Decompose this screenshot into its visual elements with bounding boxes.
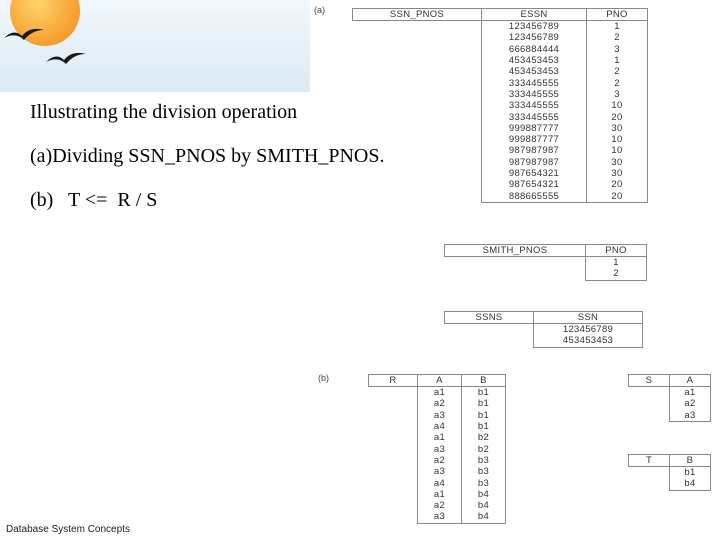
table-row [369, 477, 506, 488]
table-row [353, 123, 648, 134]
table-row [369, 432, 506, 443]
table-row [353, 77, 648, 88]
table-cell: 20 [587, 111, 648, 122]
ssns-table [444, 311, 643, 348]
blank-cell [629, 398, 670, 409]
table-row [369, 387, 506, 399]
table-row [353, 55, 648, 66]
table-row [353, 89, 648, 100]
footer-text: Database System Concepts [6, 524, 130, 535]
table-cell: b1 [670, 467, 711, 479]
table-row [369, 455, 506, 466]
table-cell: b4 [670, 478, 711, 490]
table-row [353, 168, 648, 179]
s-table [628, 374, 711, 422]
table-row [629, 467, 711, 479]
table-row [369, 398, 506, 409]
blank-cell [369, 398, 418, 409]
table-cell: 2 [586, 268, 647, 280]
table-row [353, 21, 648, 33]
table-cell: 333445555 [482, 89, 587, 100]
header-banner [0, 0, 310, 92]
table-cell: b4 [462, 500, 506, 511]
table-cell: 20 [587, 179, 648, 190]
table-cell: 10 [587, 100, 648, 111]
table-cell: 987654321 [482, 168, 587, 179]
table-cell: 30 [587, 168, 648, 179]
figure-label-a: (a) [314, 5, 325, 15]
table-cell: a1 [670, 387, 711, 399]
table-cell: 999887777 [482, 123, 587, 134]
blank-cell [369, 410, 418, 421]
table-cell: 333445555 [482, 100, 587, 111]
table-cell: 30 [587, 157, 648, 168]
table-cell: 1 [586, 257, 647, 269]
table-row [369, 410, 506, 421]
table-row [445, 335, 643, 347]
ssn-pnos-table [352, 8, 648, 203]
table-cell: 123456789 [534, 324, 643, 336]
blank-cell [369, 500, 418, 511]
blank-cell [353, 111, 482, 122]
column-header: SSN [534, 312, 643, 324]
blank-cell [369, 511, 418, 523]
bird-icon [44, 46, 88, 68]
relation-name: SSN_PNOS [353, 9, 482, 21]
table-cell: b1 [462, 387, 506, 399]
table-row [629, 398, 711, 409]
table-cell: b1 [462, 410, 506, 421]
table-cell: a2 [418, 455, 462, 466]
table-cell: 3 [587, 89, 648, 100]
table-row [353, 179, 648, 190]
slide-line-2: (a)Dividing SSN_PNOS by SMITH_PNOS. [30, 145, 385, 167]
table-row [369, 421, 506, 432]
blank-cell [353, 168, 482, 179]
table-cell: 30 [587, 123, 648, 134]
column-header: B [462, 375, 506, 387]
table-cell: 123456789 [482, 21, 587, 33]
table-cell: a1 [418, 387, 462, 399]
blank-cell [629, 387, 670, 399]
blank-cell [629, 467, 670, 479]
table-cell: a3 [418, 410, 462, 421]
blank-cell [369, 387, 418, 399]
table-cell: 987987987 [482, 145, 587, 156]
table-cell: a1 [418, 489, 462, 500]
table-cell: a1 [418, 432, 462, 443]
table-cell: a4 [418, 477, 462, 488]
table-cell: b2 [462, 432, 506, 443]
table-cell: a4 [418, 421, 462, 432]
blank-cell [445, 324, 534, 336]
blank-cell [353, 157, 482, 168]
blank-cell [369, 455, 418, 466]
column-header: B [670, 455, 711, 467]
table-row [369, 443, 506, 454]
table-cell: 453453453 [534, 335, 643, 347]
blank-cell [353, 21, 482, 33]
table-row [445, 324, 643, 336]
table-cell: 2 [587, 77, 648, 88]
table-row [629, 478, 711, 490]
blank-cell [353, 179, 482, 190]
relation-name: R [369, 375, 418, 387]
blank-cell [369, 443, 418, 454]
table-cell: b3 [462, 455, 506, 466]
table-cell: 3 [587, 44, 648, 55]
table-row [353, 32, 648, 43]
table-cell: 453453453 [482, 66, 587, 77]
table-row [445, 257, 647, 269]
table-cell: b4 [462, 489, 506, 500]
table-cell: 333445555 [482, 111, 587, 122]
blank-cell [369, 477, 418, 488]
slide-line-1: Illustrating the division operation [30, 101, 298, 123]
table-cell: b2 [462, 443, 506, 454]
blank-cell [353, 134, 482, 145]
column-header: A [418, 375, 462, 387]
table-cell: a2 [418, 500, 462, 511]
column-header: ESSN [482, 9, 587, 21]
relation-name: T [629, 455, 670, 467]
table-cell: a3 [418, 466, 462, 477]
table-row [353, 134, 648, 145]
table-row [353, 190, 648, 202]
table-cell: b1 [462, 398, 506, 409]
table-cell: 999887777 [482, 134, 587, 145]
table-cell: 123456789 [482, 32, 587, 43]
blank-cell [353, 66, 482, 77]
table-cell: 453453453 [482, 55, 587, 66]
blank-cell [445, 257, 586, 269]
table-cell: 987987987 [482, 157, 587, 168]
blank-cell [353, 32, 482, 43]
table-cell: 20 [587, 190, 648, 202]
table-row [353, 44, 648, 55]
table-row [445, 268, 647, 280]
table-cell: 10 [587, 134, 648, 145]
table-row [369, 466, 506, 477]
table-row [353, 157, 648, 168]
table-cell: 2 [587, 66, 648, 77]
relation-name: SMITH_PNOS [445, 245, 586, 257]
table-cell: a2 [418, 398, 462, 409]
blank-cell [353, 190, 482, 202]
table-row [353, 66, 648, 77]
table-cell: b1 [462, 421, 506, 432]
table-cell: 666884444 [482, 44, 587, 55]
table-cell: 1 [587, 21, 648, 33]
table-cell: a2 [670, 398, 711, 409]
column-header: PNO [586, 245, 647, 257]
blank-cell [353, 145, 482, 156]
table-row [629, 387, 711, 399]
r-table [368, 374, 506, 524]
blank-cell [445, 335, 534, 347]
table-cell: 987654321 [482, 179, 587, 190]
blank-cell [353, 55, 482, 66]
blank-cell [369, 489, 418, 500]
column-header: PNO [587, 9, 648, 21]
slide-line-3: (b) T <= R / S [30, 189, 158, 211]
table-cell: 1 [587, 55, 648, 66]
table-cell: 10 [587, 145, 648, 156]
table-cell: 2 [587, 32, 648, 43]
table-row [369, 489, 506, 500]
table-cell: a3 [418, 511, 462, 523]
blank-cell [369, 421, 418, 432]
division-figure [310, 0, 720, 540]
table-cell: b3 [462, 466, 506, 477]
blank-cell [629, 410, 670, 422]
t-table [628, 454, 711, 491]
table-row [353, 111, 648, 122]
smith-pnos-table [444, 244, 647, 281]
blank-cell [353, 44, 482, 55]
table-cell: a3 [418, 443, 462, 454]
relation-name: S [629, 375, 670, 387]
table-row [369, 500, 506, 511]
table-cell: b4 [462, 511, 506, 523]
relation-name: SSNS [445, 312, 534, 324]
bird-icon [2, 24, 46, 46]
blank-cell [629, 478, 670, 490]
table-cell: a3 [670, 410, 711, 422]
table-cell: b3 [462, 477, 506, 488]
column-header: A [670, 375, 711, 387]
blank-cell [369, 466, 418, 477]
blank-cell [353, 77, 482, 88]
table-row [353, 145, 648, 156]
table-cell: 333445555 [482, 77, 587, 88]
blank-cell [369, 432, 418, 443]
blank-cell [353, 89, 482, 100]
table-row [353, 100, 648, 111]
figure-label-b: (b) [318, 373, 329, 383]
table-row [629, 410, 711, 422]
blank-cell [445, 268, 586, 280]
table-cell: 888665555 [482, 190, 587, 202]
table-row [369, 511, 506, 523]
blank-cell [353, 123, 482, 134]
blank-cell [353, 100, 482, 111]
